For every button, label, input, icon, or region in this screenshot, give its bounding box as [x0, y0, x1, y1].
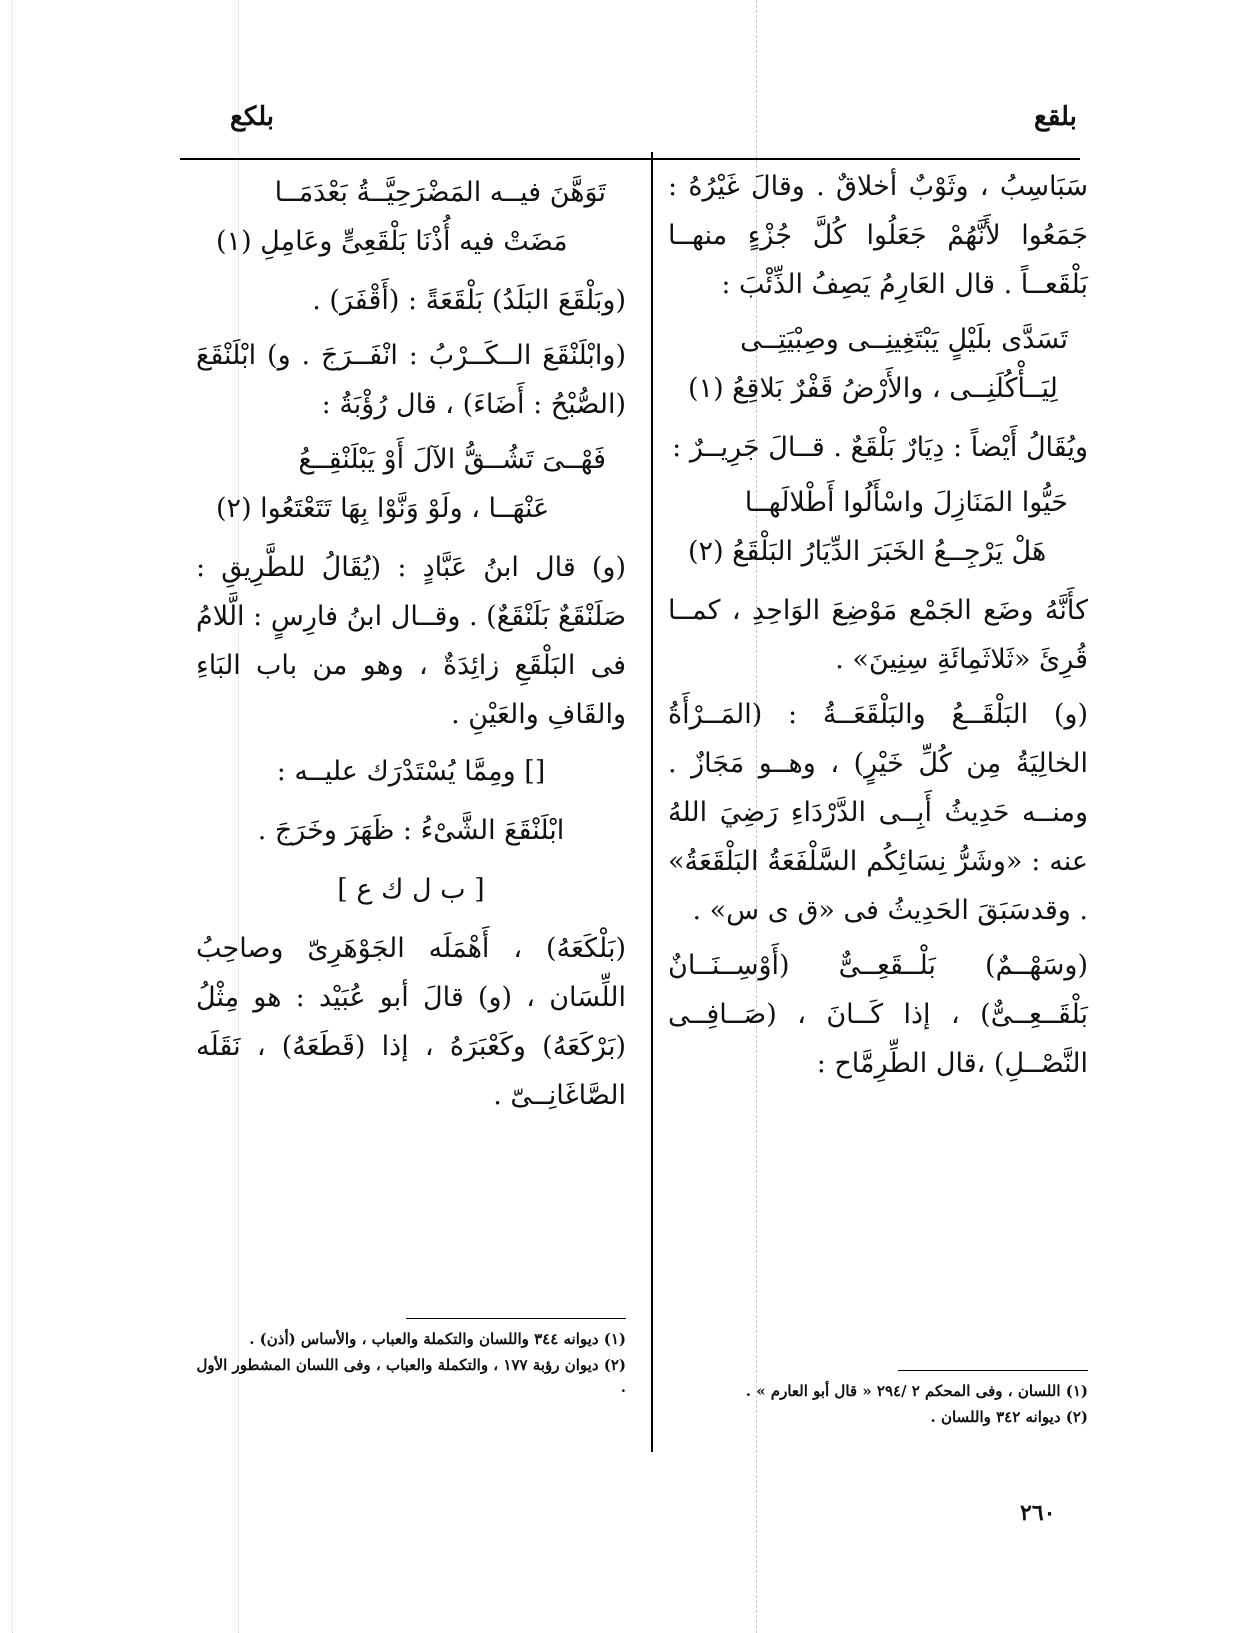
verse — [196, 435, 626, 533]
entry-paragraph: (و) قال ابنُ عَبَّادٍ : (يُقَالُ للطَّرِيقِ : صَلَنْقَعٌ بَلَنْقَعٌ) . وقــال ابنُ فارِسٍ : الَّلامُ فى البَلْقَعِ زائِدَةٌ ، وهو من باب البَاءِ والقَافِ والعَيْنِ . — [196, 552, 626, 730]
entry-paragraph: كأَنَّهُ وضَع الجَمْع مَوْضِعَ الوَاحِدِ ، كمــا قُرِئَ «ثَلاثَمِائَةِ سِنِينَ» . — [668, 595, 1088, 675]
scan-edge-line — [12, 0, 13, 1633]
entry-paragraph: (وبَلْقَعَ البَلَدُ) بَلْقَعَةً : (أَقْفَرَ) . — [312, 285, 626, 316]
verse-line: لِيَــأْكُلَنِــى ، والأَرْضُ قَفْرٌ بَلاقِعُ (١) — [688, 373, 1058, 404]
verse-line: هَلْ يَرْجِــعُ الخَبَرَ الدِّيَارُ البَلْقَعُ (٢) — [688, 536, 1047, 567]
verse — [668, 315, 1088, 413]
footnote-rule-left — [406, 1318, 626, 1319]
header-rule — [180, 158, 1080, 160]
entry-paragraph: (وابْلَنْقَعَ الــكَــرْبُ : انْفَــرَجَ . و) ابْلَنْقَعَ (الصُّبْحُ : أَضَاءَ) ، قال رُؤْبَةُ : — [196, 340, 626, 420]
verse-line: مَضَتْ فيه أُذْنَا بَلْقَعِىٍّ وعَامِلِ (١) — [216, 226, 568, 257]
header-word-right: بلقع — [1034, 102, 1077, 132]
entry-paragraph: (و) البَلْقَــعُ والبَلْقَعَــةُ : (المَــرْأَةُ الخالِيَةُ مِن كُلِّ خَيْرٍ) ، وهــو مَجَازٌ . ومنــه حَدِيثُ أَبِــى الدَّرْدَاءِ رَضِيَ اللهُ عنه : «وشَرُّ نِسَائِكُم السَّلْفَعَةُ البَلْقَعَةُ» . وقدسَبَقَ الحَدِيثُ فى «ق ى س» . — [668, 699, 1088, 926]
header-word-left: بلكع — [230, 102, 275, 132]
verse-line: حَيُّوا المَنَازِلَ واسْأَلُوا أَطْلالَهــا — [744, 487, 1068, 518]
footnote-rule-right — [898, 1370, 1088, 1371]
entry-paragraph: سَبَاسِبُ ، وثَوْبٌ أخلاقٌ . وقالَ غَيْرُهُ : جَمَعُوا لأَنَّهُمْ جَعَلُوا كُلَّ جُزْءٍ منهــا بَلْقَعــاً . قال العَارِمُ يَصِفُ الذِّئْبَ : — [668, 171, 1088, 300]
entry-paragraph: ابْلَنْقَعَ الشَّىْءُ : ظَهَرَ وخَرَجَ . — [257, 815, 565, 846]
right-column — [668, 162, 1088, 1094]
verse-line: تَوَهَّنَ فيــه المَضْرَحِيَّــةُ بَعْدَمَــا — [274, 177, 606, 208]
footnote: (١) ديوانه ٣٤٤ واللسان والتكملة والعباب ، والأساس (أذن) . — [249, 1330, 626, 1348]
footnotes-right — [668, 1380, 1088, 1432]
footnotes-left — [196, 1328, 626, 1402]
page-number: ٢٦٠ — [1020, 1500, 1056, 1526]
left-column — [196, 162, 626, 1126]
verse-line: فَهْــىَ تَشُــقُّ الآلَ أَوْ يَبْلَنْقِــعُ — [298, 444, 606, 475]
entry-paragraph: (وسَهْــمٌ) بَلْــقَعِــىٌّ (أَوْسِــنَــانٌ بَلْقَــعِــىٌّ) ، إذا كَــانَ ، (صَــافِــى النَّصْــلِ) ،قال الطِّرِمَّاح : — [668, 950, 1088, 1079]
verse — [196, 168, 626, 266]
verse — [668, 478, 1088, 576]
verse-line: تَسَدَّى بلَيْلٍ يَبْتَغِينِــى وصِبْيَتِــى — [740, 324, 1068, 355]
footnote: (٢) ديوان رؤبة ١٧٧ ، والتكملة والعباب ، وفى اللسان المشطور الأول . — [196, 1356, 626, 1396]
verse-line: عَنْهَــا ، ولَوْ وَنَّوْا بِهَا تَتَعْتَعُوا (٢) — [216, 493, 550, 524]
footnote: (٢) ديوانه ٣٤٢ واللسان . — [930, 1408, 1088, 1426]
entry-paragraph: ويُقَالُ أَيْضاً : دِيَارٌ بَلْقَعٌ . قــالَ جَرِيــرٌ : — [672, 432, 1088, 463]
root-section-title: [ ب ل ك ع ] — [337, 874, 485, 905]
column-divider — [651, 152, 653, 1452]
addendum-heading: [] ومِمَّا يُسْتَدْرَك عليــه : — [276, 756, 546, 787]
entry-paragraph: (بَلْكَعَهُ) ، أَهْمَلَه الجَوْهَرِىّ وصاحِبُ اللِّسَان ، (و) قالَ أبو عُبَيْد : هو مِثْلُ (بَرْكَعَهُ) وكَعْبَرَهُ ، إذا (قَطَعَهُ) ، نَقَلَه الصَّاغَانِــىّ . — [196, 933, 626, 1111]
footnote: (١) اللسان ، وفى المحكم ٢ /٢٩٤ « قال أبو العارم » . — [745, 1382, 1088, 1400]
